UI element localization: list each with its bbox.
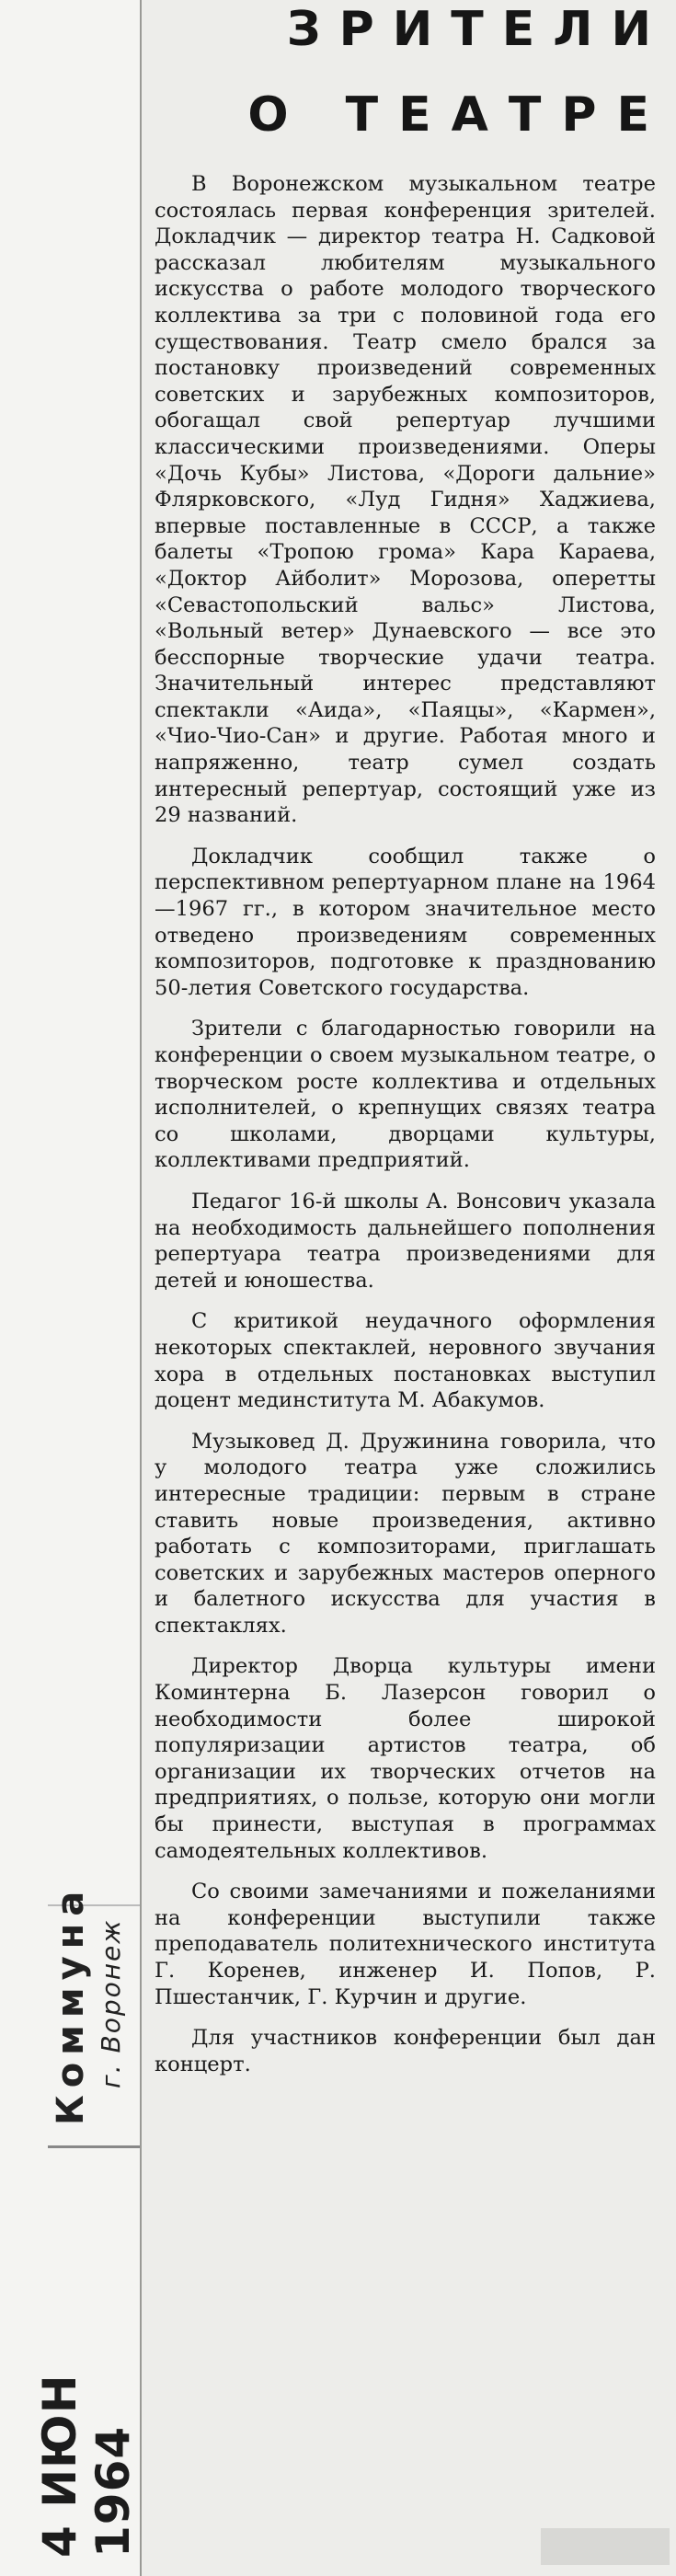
paragraph-8: Со своими замечаниями и пожеланиями на конференции выступили также преподаватель политехнического института Г. Коренев, инженер И. Попов, Р. Пшестанчик, Г. Курчин и другие. — [155, 1880, 656, 2009]
paragraph-2: Докладчик сообщил также о перспективном репертуарном плане на 1964—1967 гг., в котором значительное место отведено произведениям современных композиторов, подготовке к празднованию 50-летия Советского государства. — [155, 844, 656, 1000]
paragraph-1: В Воронежском музыкальном театре состоялась первая конференция зрителей. Докладчик — директор театра Н. Садковой рассказал любителям музыкального искусства о работе молодого творческого коллектива за три с половиной года его существования. Театр смело брался за постановку произведений современных советских и зарубежных композиторов, обогащал свой репертуар лучшими классическими произведениями. Оперы «Дочь Кубы» Листова, «Дороги дальние» Флярковского, «Луд Гидня» Хаджиева, впервые поставленные в СССР, а также балеты «Тропою грома» Кара Караева, «Доктор Айболит» Морозова, оперетты «Севастопольский вальс» Листова, «Вольный ветер» Дунаевского — все это бесспорные творческие удачи театра. Значительный интерес представляют спектакли «Аида», «Паяцы», «Кармен», «Чио-Чио-Сан» и другие. Работая много и напряженно, театр сумел создать интересный репертуар, состоящий уже из 29 названий. — [155, 172, 656, 828]
paragraph-9: Для участников конференции был дан концерт. — [155, 2026, 656, 2076]
paragraph-3: Зрители с благодарностью говорили на конференции о своем музыкальном театре, о творческом росте коллектива и отдельных исполнителей, о крепнущих связях театра со школами, дворцами культуры, коллективами предприятий. — [155, 1017, 656, 1173]
stamp-city: г. Воронеж — [95, 1918, 126, 2088]
paragraph-5: С критикой неудачного оформления некоторых спектаклей, неровного звучания хора в отдельных постановках выступил доцент мединститута М. Абакумов. — [155, 1309, 656, 1413]
paragraph-6: Музыковед Д. Дружинина говорила, что у молодого театра уже сложились интересные традиции: первым в стране ставить новые произведения, активно работать с композиторами, приглашать советских и зарубежных мастеров оперного и балетного искусства для участия в спектаклях. — [155, 1429, 656, 1638]
article-body — [155, 171, 656, 2092]
torn-edge-mark — [541, 2528, 670, 2565]
headline-line-1: ЗРИТЕЛИ — [286, 2, 670, 57]
paragraph-7: Директор Дворца культуры имени Коминтерна Б. Лазерсон говорил о необходимости более широкой популяризации артистов театра, об организации их творческих отчетов на предприятиях, о пользе, которую они могли бы принести, выступая в программах самодеятельных коллективов. — [155, 1654, 656, 1863]
headline-line-2: О ТЕАТРЕ — [247, 87, 670, 143]
stamp-date: 4 ИЮН 1964 — [33, 2374, 140, 2558]
stamp-newspaper-name: Коммуна — [50, 1883, 92, 2125]
paragraph-4: Педагог 16-й школы А. Вонсович указала на необходимость дальнейшего пополнения репертуара театра произведениями для детей и юношества. — [155, 1189, 656, 1293]
